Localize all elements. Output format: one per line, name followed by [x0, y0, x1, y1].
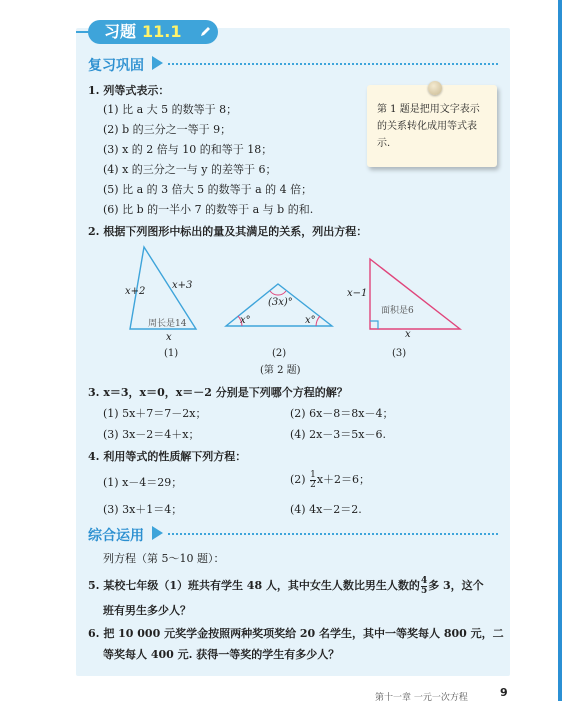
section-arrow-icon: [152, 526, 163, 540]
section-divider: [168, 533, 498, 535]
exercise-title: [76, 20, 236, 46]
chapter-footer: 第十一章 一元一次方程: [375, 693, 468, 703]
q5-line1: [88, 575, 484, 597]
figure-right-triangle: [364, 255, 464, 333]
q4-item2-prefix: (2): [290, 473, 306, 486]
fig2-right-angle: x°: [305, 315, 316, 326]
q2-title: 2. 根据下列图形中标出的量及其满足的关系，列出方程：: [88, 225, 368, 238]
q5-line1b: 多 3，这个: [428, 579, 484, 592]
section-divider: [168, 63, 498, 65]
title-number: 11.1: [142, 22, 182, 41]
q4-fraction: [310, 471, 316, 490]
q4-item: (3) 3x＋1＝4；: [103, 503, 183, 516]
section-review-title: 复习巩固: [88, 58, 144, 74]
fig2-top-angle: (3x)°: [268, 297, 293, 308]
q5-line2: 班有男生多少人？: [103, 604, 191, 617]
q1-item: (3) x 的 2 倍与 10 的和等于 18；: [103, 143, 273, 156]
q4-item2-rest: x＋2＝6；: [316, 473, 371, 486]
q6-line1: 6. 把 10 000 元奖学金按照两种奖项奖给 20 名学生，其中一等奖每人 800 元，二: [88, 627, 504, 640]
section-arrow-icon: [152, 56, 163, 70]
q1-item: (1) 比 a 大 5 的数等于 8；: [103, 103, 238, 116]
q3-item: (3) 3x－2＝4＋x；: [103, 428, 200, 441]
fig1-bottom-label: x: [166, 332, 172, 343]
fig3-inner-label: 面积是6: [381, 306, 414, 316]
q5-line1a: 5. 某校七年级（1）班共有学生 48 人，其中女生人数比男生人数的: [88, 579, 420, 592]
q1-item: (5) 比 a 的 3 倍大 5 的数等于 a 的 4 倍；: [103, 183, 313, 196]
q5-fraction: [421, 577, 427, 596]
q6-line2: 等奖每人 400 元. 获得一等奖的学生有多少人？: [103, 648, 340, 661]
q1-title: 1. 列等式表示：: [88, 84, 170, 97]
q2-figure-caption: (第 2 题): [260, 365, 301, 376]
fig3-caption: (3): [392, 348, 407, 359]
q1-item: (2) b 的三分之一等于 9；: [103, 123, 232, 136]
q4-title: 4. 利用等式的性质解下列方程：: [88, 450, 247, 463]
q1-item: (6) 比 b 的一半小 7 的数等于 a 与 b 的和.: [103, 203, 314, 216]
pencil-icon: [196, 23, 214, 41]
tip-note-text: 第 1 题是把用文字表示的关系转化成用等式表示.: [377, 104, 480, 149]
q4-item: (1) x－4＝29；: [103, 476, 183, 489]
fig2-caption: (2): [272, 348, 287, 359]
pushpin-icon: [428, 81, 442, 95]
q3-item: (1) 5x＋7＝7－2x；: [103, 407, 207, 420]
q4-item-fraction: [290, 470, 370, 490]
q3-item: (2) 6x－8＝8x－4；: [290, 407, 394, 420]
tip-note: [367, 85, 497, 167]
fig2-left-angle: x°: [240, 315, 251, 326]
fig1-inner-label: 周长是14: [148, 319, 187, 329]
fig1-left-label: x+2: [125, 286, 146, 297]
page-number: 9: [500, 686, 508, 699]
fig1-caption: (1): [164, 348, 179, 359]
q3-title: 3. x＝3，x＝0，x＝－2 分别是下列哪个方程的解？: [88, 386, 348, 399]
fig3-left-label: x−1: [347, 288, 368, 299]
q3-item: (4) 2x－3＝5x－6.: [290, 428, 386, 441]
section-application-title: 综合运用: [88, 528, 144, 544]
q1-item: (4) x 的三分之一与 y 的差等于 6；: [103, 163, 277, 176]
fig3-bottom-label: x: [405, 329, 411, 340]
q4-item: (4) 4x－2＝2.: [290, 503, 362, 516]
q4-frac-den: 2: [310, 479, 316, 490]
intro-text: 列方程（第 5～10 题）：: [103, 552, 225, 565]
q5-frac-num: 4: [420, 575, 428, 586]
fig1-right-label: x+3: [172, 280, 193, 291]
q5-frac-den: 5: [420, 585, 428, 596]
q4-frac-num: 1: [310, 469, 316, 480]
title-text: 习题: [104, 22, 137, 41]
